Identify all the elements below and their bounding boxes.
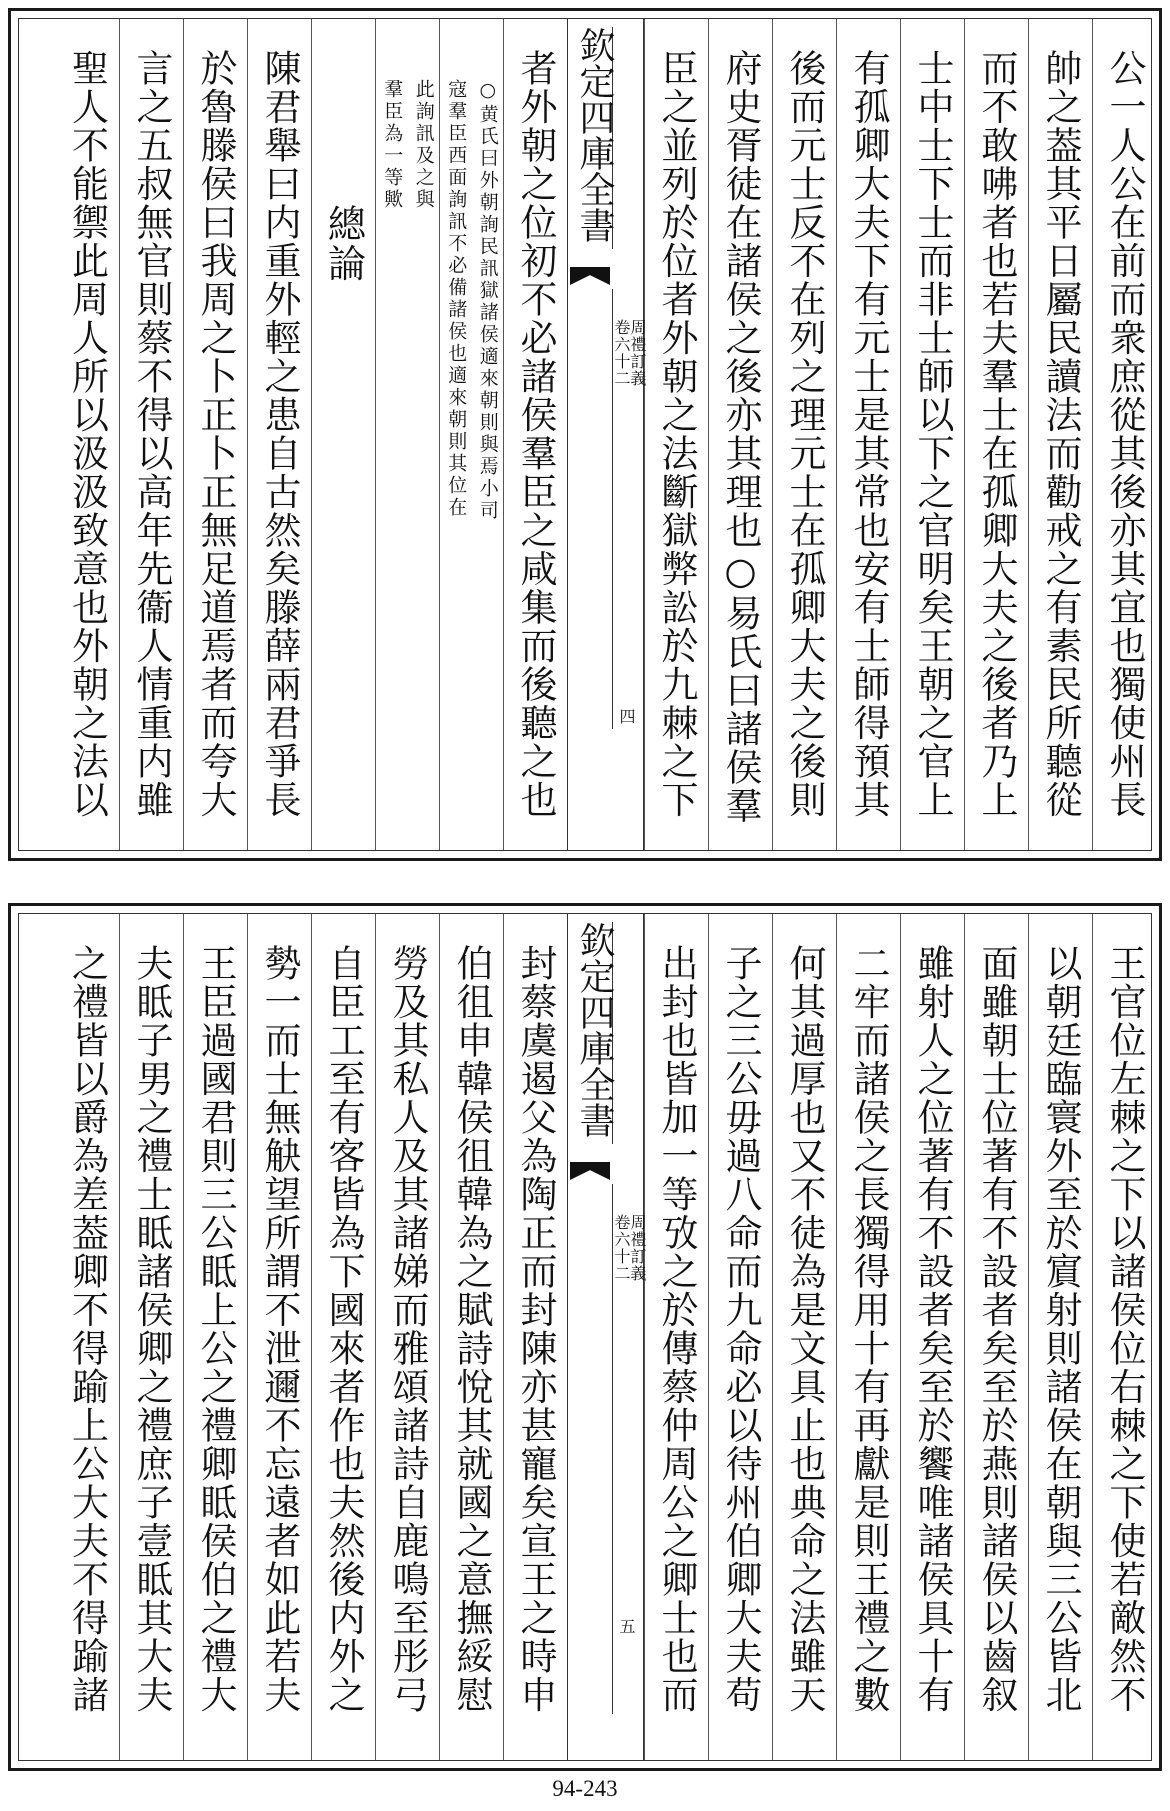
text-column [644, 914, 708, 1760]
text-column [247, 914, 311, 1760]
column-text: 雖射人之位著有不設者矣至於饗唯諸侯具十有 [911, 944, 954, 1714]
column-text: 後而元士反不在列之理元士在孤卿大夫之後則 [783, 49, 826, 819]
center-margin [567, 914, 647, 1760]
center-title: 欽定四庫全書 [568, 27, 613, 249]
page-footer-number: 94-243 [552, 1776, 618, 1801]
column-text: 王臣過國君則三公眡上公之禮卿眡侯伯之禮大 [194, 944, 237, 1714]
text-column [772, 914, 836, 1760]
text-column [772, 19, 836, 850]
volume-number: 卷六十二 [612, 1214, 631, 1282]
text-column [183, 914, 247, 1760]
text-column [708, 914, 772, 1760]
column-text: 公一人公在前而衆庶從其後亦其宜也獨使州長 [1103, 49, 1146, 819]
page-number: 四 [619, 707, 636, 726]
fishtail-mark-icon [570, 267, 610, 285]
column-text: 子之三公毋過八命而九命必以待州伯卿大夫苟 [719, 944, 762, 1714]
annotation-block [440, 79, 503, 522]
book-title: 周禮訂義 [628, 319, 647, 387]
text-column [55, 19, 119, 850]
column-text: 而不敢咈者也若夫羣士在孤卿大夫之後者乃上 [975, 49, 1018, 819]
column-text: 之禮皆以爵為差葢卿不得踰上公大夫不得踰諸 [65, 944, 109, 1714]
text-column [964, 914, 1028, 1760]
column-text: 出封也皆加一等攷之於傳蔡仲周公之卿士也而 [655, 944, 698, 1714]
text-column [119, 19, 183, 850]
text-column [119, 914, 183, 1760]
text-column [375, 914, 439, 1760]
annotation-line: ○黄氏曰外朝詢民訊獄諸侯適來朝則與焉小司 [476, 79, 499, 522]
text-column [1028, 19, 1092, 850]
column-text: 陳君舉曰内重外輕之患自古然矣滕薛兩君爭長 [258, 49, 301, 819]
heading-column [311, 19, 375, 850]
column-text: 二牢而諸侯之長獨得用十有再獻是則王禮之數 [847, 944, 890, 1714]
text-column [503, 19, 567, 850]
column-text: 者外朝之位初不必諸侯羣臣之咸集而後聽之也 [514, 49, 557, 819]
book-title: 周禮訂義 [628, 1214, 647, 1282]
column-text: 伯徂申韓侯徂韓為之賦詩悅其就國之意撫綏慰 [450, 944, 493, 1714]
center-meta [612, 1214, 647, 1282]
volume-number: 卷六十二 [612, 319, 631, 387]
column-text: 府史胥徒在諸侯之後亦其理也○易氏曰諸侯羣 [719, 49, 762, 825]
center-margin [567, 19, 647, 850]
text-column [836, 19, 900, 850]
text-column [1092, 19, 1152, 850]
annotation-block [376, 79, 439, 211]
page-number: 五 [619, 1617, 636, 1636]
text-column [644, 19, 708, 850]
section-heading: 總論 [321, 204, 366, 283]
text-column [900, 914, 964, 1760]
annotation-line: 此詢訊及之與 [412, 79, 435, 211]
column-text: 於魯滕侯曰我周之卜正卜正無足道焉者而夸大 [194, 49, 237, 819]
text-column [183, 19, 247, 850]
text-column [55, 914, 119, 1760]
bottom-page [8, 903, 1162, 1771]
text-column [836, 914, 900, 1760]
text-column [964, 19, 1028, 850]
text-column [1092, 914, 1152, 1760]
annotation-column [439, 19, 503, 850]
column-text: 勢一而士無觖望所謂不泄邇不忘遠者如此若夫 [258, 944, 301, 1714]
text-column [247, 19, 311, 850]
top-page [8, 8, 1162, 861]
column-text: 臣之並列於位者外朝之法斷獄弊訟於九棘之下 [655, 49, 698, 819]
annotation-line: 羣臣為一等歟 [381, 79, 404, 211]
text-column [503, 914, 567, 1760]
column-text: 自臣工至有客皆為下國來者作也夫然後内外之 [322, 944, 365, 1714]
column-text: 有孤卿大夫下有元士是其常也安有士師得預其 [847, 49, 890, 819]
column-text: 面雖朝士位著有不設者矣至於燕則諸侯以齒叙 [975, 944, 1018, 1714]
column-text: 帥之葢其平日屬民讀法而勸戒之有素民所聽從 [1039, 49, 1082, 819]
column-text: 聖人不能禦此周人所以汲汲致意也外朝之法以 [65, 49, 109, 819]
column-text: 士中士下士而非士師以下之官明矣王朝之官上 [911, 49, 954, 819]
column-text: 封蔡虞遏父為陶正而封陳亦甚寵矣宣王之時申 [514, 944, 557, 1714]
center-title: 欽定四庫全書 [568, 922, 613, 1144]
top-page-frame [18, 18, 1152, 851]
center-meta [612, 319, 647, 387]
fishtail-mark-icon [570, 1162, 610, 1180]
text-column [311, 914, 375, 1760]
column-text: 夫眡子男之禮士眡諸侯卿之禮庶子壹眡其大夫 [130, 944, 173, 1714]
column-text: 勞及其私人及其諸娣而雅頌諸詩自鹿鳴至彤弓 [386, 944, 429, 1714]
column-text: 何其過厚也又不徒為是文具止也典命之法雖天 [783, 944, 826, 1714]
annotation-line: 寇羣臣西面詢訊不必備諸侯也適來朝則其位在 [445, 79, 468, 519]
column-text: 以朝廷臨寰外至於賔射則諸侯在朝與三公皆北 [1039, 944, 1082, 1714]
text-column [900, 19, 964, 850]
bottom-page-frame [18, 913, 1152, 1761]
text-column [1028, 914, 1092, 1760]
text-column [439, 914, 503, 1760]
text-column [708, 19, 772, 850]
column-text: 王官位左棘之下以諸侯位右棘之下使若敵然不 [1103, 944, 1146, 1714]
annotation-column [375, 19, 439, 850]
column-text: 言之五叔無官則蔡不得以高年先衞人情重内雖 [130, 49, 173, 819]
